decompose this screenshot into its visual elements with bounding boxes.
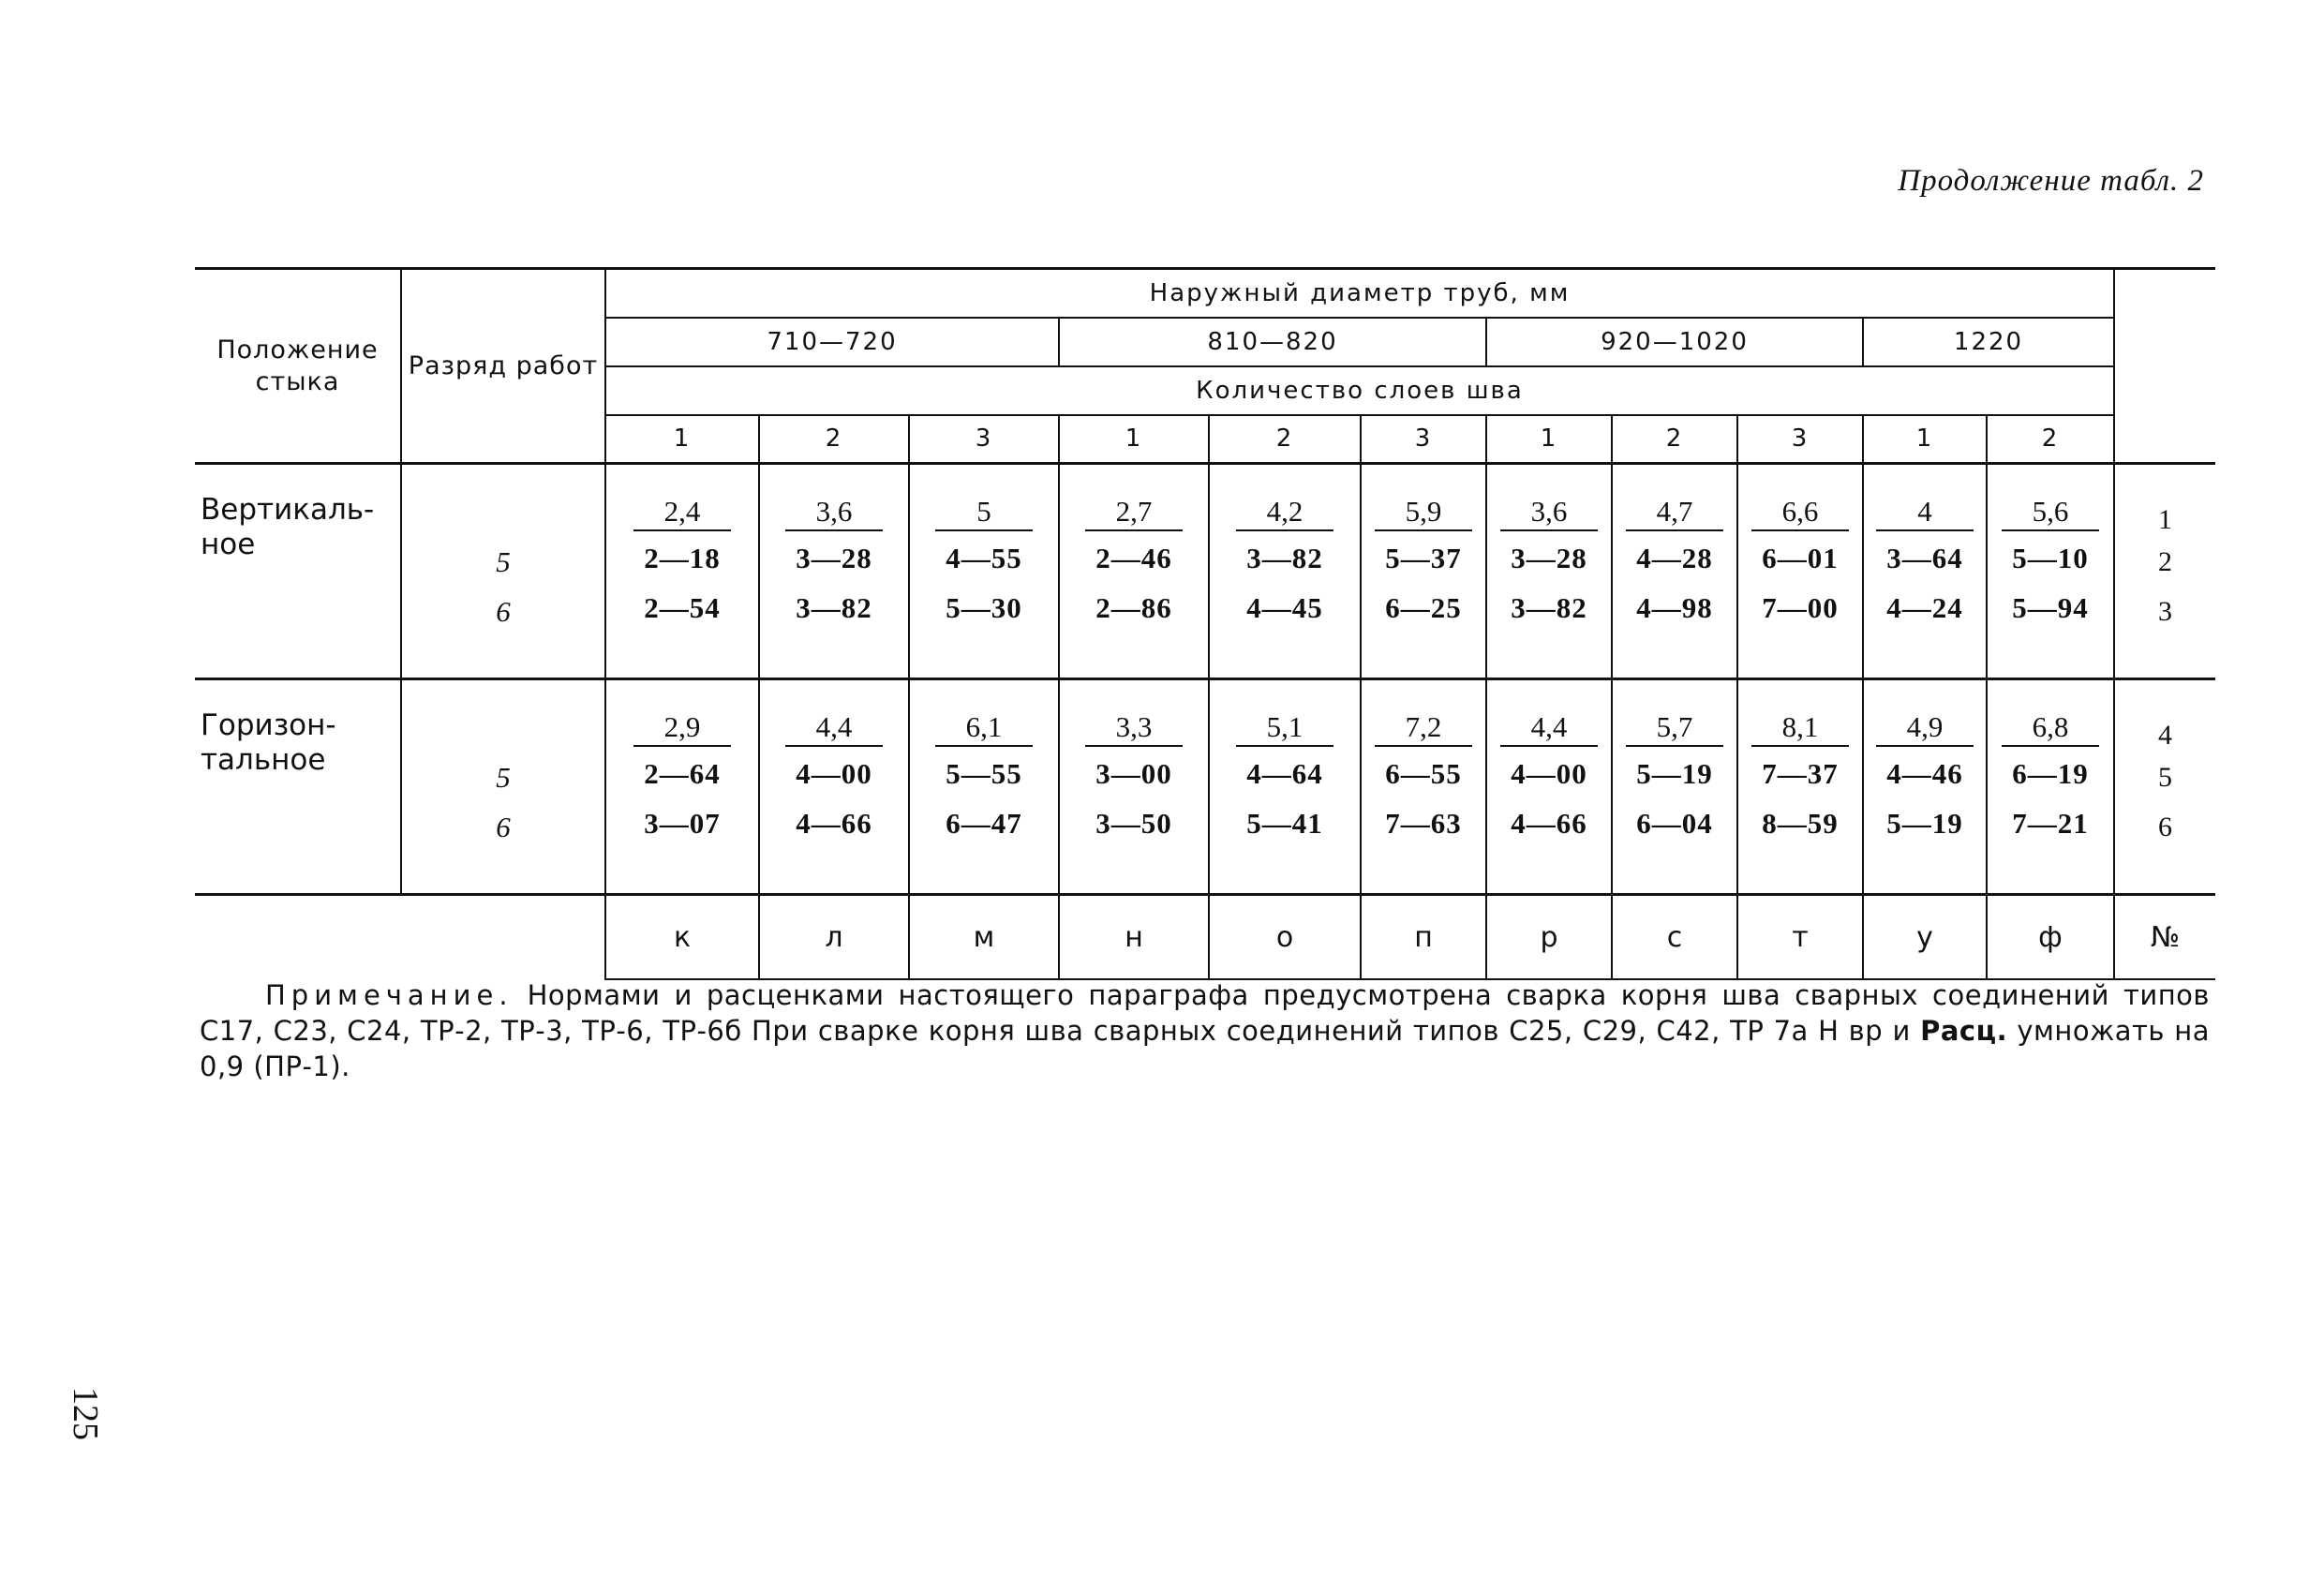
column-letter: п bbox=[1361, 895, 1486, 980]
price-grade-6: 3—07 bbox=[644, 807, 721, 840]
table-caption: Продолжение табл. 2 bbox=[1898, 164, 2204, 198]
block-row bbox=[195, 679, 2215, 895]
column-letter: ф bbox=[1987, 895, 2114, 980]
joint-position: Горизон- тальное bbox=[195, 679, 401, 895]
price-grade-5: 3—64 bbox=[1886, 542, 1963, 574]
column-letter: у bbox=[1863, 895, 1987, 980]
price-grade-5: 5—10 bbox=[2012, 542, 2089, 574]
layer-number: 3 bbox=[1361, 415, 1486, 464]
column-letter: с bbox=[1612, 895, 1737, 980]
row-number: 4 bbox=[2158, 720, 2172, 751]
grade-value: 5 bbox=[496, 761, 511, 794]
norm-cell bbox=[1737, 679, 1863, 895]
time-norm: 3,6 bbox=[1500, 495, 1598, 531]
layer-number: 2 bbox=[1987, 415, 2114, 464]
column-letter: н bbox=[1059, 895, 1209, 980]
number-sign: № bbox=[2114, 895, 2215, 980]
column-letters-row bbox=[195, 895, 2215, 980]
time-norm: 7,2 bbox=[1375, 710, 1472, 747]
time-norm: 5,9 bbox=[1375, 495, 1472, 531]
layers-header: Количество слоев шва bbox=[605, 366, 2114, 415]
norm-cell bbox=[1361, 464, 1486, 679]
layer-number: 1 bbox=[1863, 415, 1987, 464]
price-grade-5: 7—37 bbox=[1762, 757, 1839, 790]
norm-cell bbox=[1209, 464, 1361, 679]
letters-blank bbox=[195, 895, 605, 980]
norm-cell bbox=[1863, 679, 1987, 895]
price-grade-5: 4—46 bbox=[1886, 757, 1963, 790]
page-number: 125 bbox=[66, 1387, 105, 1440]
price-grade-5: 4—00 bbox=[1511, 757, 1587, 790]
column-letter: л bbox=[759, 895, 909, 980]
header-row-diameter bbox=[195, 269, 2215, 318]
joint-position: Вертикаль- ное bbox=[195, 464, 401, 679]
column-letter: р bbox=[1486, 895, 1612, 980]
block-row bbox=[195, 464, 2215, 679]
row-number: 3 bbox=[2158, 596, 2172, 627]
row-number: 6 bbox=[2158, 812, 2172, 842]
price-grade-5: 3—82 bbox=[1246, 542, 1323, 574]
layer-number: 2 bbox=[1612, 415, 1737, 464]
price-grade-5: 6—19 bbox=[2012, 757, 2089, 790]
price-grade-5: 2—64 bbox=[644, 757, 721, 790]
price-grade-6: 3—82 bbox=[1511, 591, 1587, 624]
work-grade bbox=[401, 679, 605, 895]
time-norm: 4 bbox=[1876, 495, 1974, 531]
norm-cell bbox=[605, 679, 759, 895]
price-grade-6: 2—54 bbox=[644, 591, 721, 624]
price-grade-6: 3—50 bbox=[1095, 807, 1172, 840]
time-norm: 6,1 bbox=[935, 710, 1033, 747]
time-norm: 5 bbox=[935, 495, 1033, 531]
price-grade-6: 3—82 bbox=[796, 591, 872, 624]
note-label: Примечание. bbox=[265, 979, 514, 1011]
price-grade-6: 6—47 bbox=[946, 807, 1022, 840]
layer-number: 2 bbox=[759, 415, 909, 464]
time-norm: 2,7 bbox=[1085, 495, 1183, 531]
time-norm: 3,6 bbox=[785, 495, 883, 531]
diameter-label: 1220 bbox=[1863, 318, 2114, 366]
price-grade-5: 6—01 bbox=[1762, 542, 1839, 574]
time-norm: 6,6 bbox=[1751, 495, 1849, 531]
note-tail: умножать на 0,9 (ПР-1). bbox=[200, 1015, 2210, 1082]
time-norm: 8,1 bbox=[1751, 710, 1849, 747]
time-norm: 4,9 bbox=[1876, 710, 1974, 747]
price-grade-6: 5—30 bbox=[946, 591, 1022, 624]
note-bold-word: Расц. bbox=[1920, 1015, 2008, 1047]
time-norm: 4,4 bbox=[1500, 710, 1598, 747]
column-letter: о bbox=[1209, 895, 1361, 980]
row-number: 5 bbox=[2158, 762, 2172, 793]
norm-cell bbox=[909, 464, 1059, 679]
norm-cell bbox=[909, 679, 1059, 895]
grade-header: Разряд работ bbox=[401, 269, 605, 464]
norm-cell bbox=[1361, 679, 1486, 895]
price-grade-5: 2—18 bbox=[644, 542, 721, 574]
norm-cell bbox=[1209, 679, 1361, 895]
price-grade-5: 5—37 bbox=[1385, 542, 1462, 574]
time-norm: 4,7 bbox=[1626, 495, 1723, 531]
column-letter: к bbox=[605, 895, 759, 980]
price-grade-6: 4—24 bbox=[1886, 591, 1963, 624]
price-grade-5: 6—55 bbox=[1385, 757, 1462, 790]
note-text: Нормами и расценками настоящего параграфа предусмотрена сварка корня шва сварных соединений типов С17, С23, С24, ТР-2, ТР-3, ТР-6, ТР-6б При сварке корня шва сварных соединений типов С25, С29, С42, ТР 7а Н вр и bbox=[200, 979, 2210, 1047]
table-note bbox=[200, 977, 2210, 1084]
time-norm: 4,2 bbox=[1236, 495, 1333, 531]
layer-number: 3 bbox=[909, 415, 1059, 464]
work-grade bbox=[401, 464, 605, 679]
norms-table bbox=[195, 267, 2215, 980]
price-grade-6: 7—00 bbox=[1762, 591, 1839, 624]
time-norm: 3,3 bbox=[1085, 710, 1183, 747]
diameter-label: 710—720 bbox=[605, 318, 1059, 366]
price-grade-5: 5—19 bbox=[1636, 757, 1713, 790]
price-grade-6: 7—21 bbox=[2012, 807, 2089, 840]
layer-number: 1 bbox=[605, 415, 759, 464]
time-norm: 2,4 bbox=[633, 495, 731, 531]
time-norm: 5,1 bbox=[1236, 710, 1333, 747]
price-grade-6: 2—86 bbox=[1095, 591, 1172, 624]
price-grade-6: 6—04 bbox=[1636, 807, 1713, 840]
price-grade-5: 4—00 bbox=[796, 757, 872, 790]
price-grade-6: 4—45 bbox=[1246, 591, 1323, 624]
norm-cell bbox=[1612, 679, 1737, 895]
norm-cell bbox=[1863, 464, 1987, 679]
norm-cell bbox=[1612, 464, 1737, 679]
norm-cell bbox=[605, 464, 759, 679]
price-grade-5: 2—46 bbox=[1095, 542, 1172, 574]
norm-cell bbox=[1987, 464, 2114, 679]
price-grade-6: 4—66 bbox=[796, 807, 872, 840]
position-header: Положение стыка bbox=[195, 269, 401, 464]
norm-cell bbox=[759, 679, 909, 895]
row-number: 2 bbox=[2158, 546, 2172, 577]
price-grade-6: 8—59 bbox=[1762, 807, 1839, 840]
price-grade-5: 3—28 bbox=[1511, 542, 1587, 574]
row-number: 1 bbox=[2158, 504, 2172, 535]
time-norm: 5,6 bbox=[2002, 495, 2099, 531]
price-grade-5: 3—00 bbox=[1095, 757, 1172, 790]
price-grade-6: 7—63 bbox=[1385, 807, 1462, 840]
grade-value: 6 bbox=[496, 811, 511, 843]
diameter-header: Наружный диаметр труб, мм bbox=[605, 269, 2114, 318]
price-grade-6: 5—41 bbox=[1246, 807, 1323, 840]
diameter-label: 810—820 bbox=[1059, 318, 1486, 366]
norm-cell bbox=[759, 464, 909, 679]
diameter-label: 920—1020 bbox=[1486, 318, 1863, 366]
column-letter: м bbox=[909, 895, 1059, 980]
norm-cell bbox=[1486, 679, 1612, 895]
price-grade-5: 3—28 bbox=[796, 542, 872, 574]
layer-number: 2 bbox=[1209, 415, 1361, 464]
norm-cell bbox=[1987, 679, 2114, 895]
row-numbers bbox=[2114, 679, 2215, 895]
layer-number: 1 bbox=[1486, 415, 1612, 464]
norm-cell bbox=[1059, 464, 1209, 679]
norm-cell bbox=[1737, 464, 1863, 679]
price-grade-6: 5—94 bbox=[2012, 591, 2089, 624]
price-grade-6: 4—66 bbox=[1511, 807, 1587, 840]
price-grade-6: 6—25 bbox=[1385, 591, 1462, 624]
price-grade-5: 4—28 bbox=[1636, 542, 1713, 574]
layer-number: 3 bbox=[1737, 415, 1863, 464]
price-grade-5: 4—64 bbox=[1246, 757, 1323, 790]
price-grade-6: 4—98 bbox=[1636, 591, 1713, 624]
column-letter: т bbox=[1737, 895, 1863, 980]
row-numbers bbox=[2114, 464, 2215, 679]
price-grade-5: 5—55 bbox=[946, 757, 1022, 790]
norm-cell bbox=[1486, 464, 1612, 679]
price-grade-5: 4—55 bbox=[946, 542, 1022, 574]
norm-cell bbox=[1059, 679, 1209, 895]
time-norm: 2,9 bbox=[633, 710, 731, 747]
time-norm: 6,8 bbox=[2002, 710, 2099, 747]
grade-value: 6 bbox=[496, 595, 511, 628]
time-norm: 4,4 bbox=[785, 710, 883, 747]
price-grade-6: 5—19 bbox=[1886, 807, 1963, 840]
grade-value: 5 bbox=[496, 545, 511, 578]
number-column-header bbox=[2114, 269, 2215, 464]
time-norm: 5,7 bbox=[1626, 710, 1723, 747]
layer-number: 1 bbox=[1059, 415, 1209, 464]
